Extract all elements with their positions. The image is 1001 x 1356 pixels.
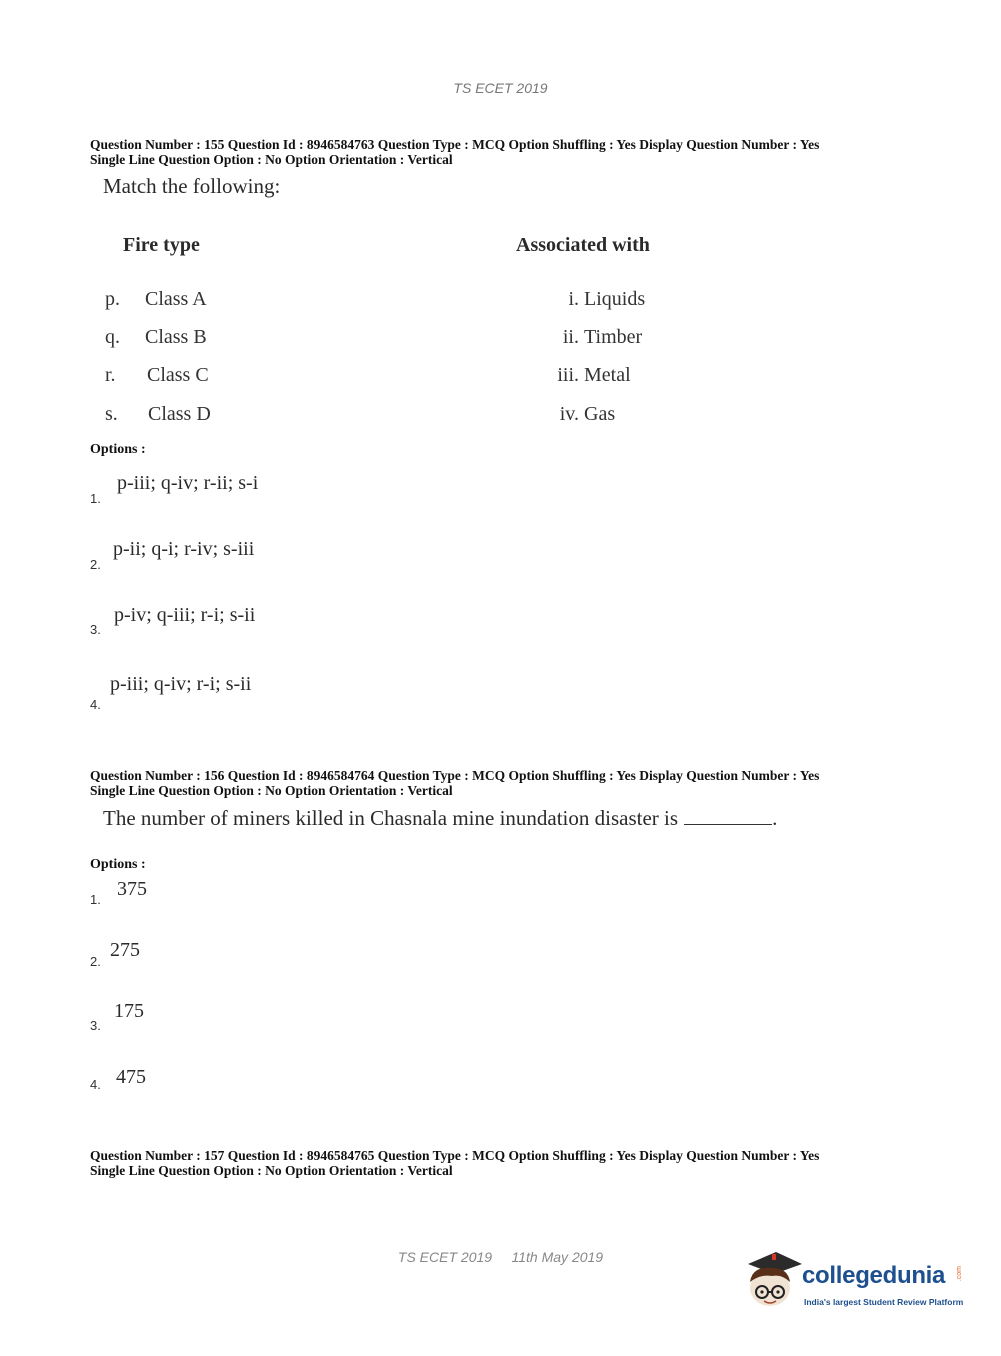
collegedunia-logo[interactable]: [742, 1248, 982, 1318]
match-item-text: Liquids: [584, 288, 646, 310]
option-number: 2.: [90, 954, 101, 969]
match-left-item: [105, 364, 209, 387]
question-157-meta: [90, 1148, 910, 1178]
question-stem-end: .: [772, 806, 778, 830]
logo-tagline: India's largest Student Review Platform: [804, 1297, 964, 1307]
column-header-associated-with: Associated with: [516, 234, 650, 256]
match-item-label: ii.: [562, 326, 579, 348]
options-label: Options :: [90, 442, 146, 457]
question-meta-line: Question Number : 155 Question Id : 8946584763 Question Type : MCQ Option Shuffling : Yes Display Question Number : Yes: [90, 137, 820, 152]
match-left-item: [105, 288, 207, 311]
match-right-item: [543, 288, 645, 311]
answer-blank: [684, 808, 772, 825]
match-left-item: [105, 403, 211, 426]
question-stem-text: The number of miners killed in Chasnala mine inundation disaster is: [103, 806, 679, 830]
option-number: 1.: [90, 892, 101, 907]
match-item-label: r.: [105, 364, 116, 386]
match-item-text: Class A: [145, 288, 207, 310]
match-item-label: p.: [105, 288, 120, 310]
match-item-label: s.: [105, 403, 118, 425]
option-number: 4.: [90, 1077, 101, 1092]
question-meta-line: Question Number : 157 Question Id : 8946584765 Question Type : MCQ Option Shuffling : Yes Display Question Number : Yes: [90, 1148, 820, 1163]
question-meta-line: Question Number : 156 Question Id : 8946584764 Question Type : MCQ Option Shuffling : Yes Display Question Number : Yes: [90, 768, 820, 783]
match-item-label: q.: [105, 326, 120, 348]
option-text[interactable]: 175: [114, 1000, 144, 1022]
option-text[interactable]: p-iv; q-iii; r-i; s-ii: [114, 604, 256, 626]
option-text[interactable]: p-iii; q-iv; r-ii; s-i: [117, 472, 259, 494]
question-156-stem: [103, 806, 777, 831]
option-number: 3.: [90, 622, 101, 637]
logo-wordmark: collegedunia: [802, 1262, 946, 1289]
option-number: 4.: [90, 697, 101, 712]
match-item-text: Metal: [584, 364, 631, 386]
match-item-text: Class B: [145, 326, 207, 348]
column-header-fire-type: Fire type: [123, 234, 200, 256]
option-text[interactable]: p-ii; q-i; r-iv; s-iii: [113, 538, 255, 560]
options-label: Options :: [90, 857, 146, 872]
match-item-label: iii.: [557, 364, 579, 386]
mascot-icon: [742, 1248, 804, 1318]
page-header-title: TS ECET 2019: [453, 80, 548, 96]
match-item-text: Gas: [584, 403, 616, 425]
question-meta-line: Single Line Question Option : No Option Orientation : Vertical: [90, 783, 453, 798]
logo-domain-suffix: .com: [956, 1266, 963, 1282]
question-155-meta: [90, 137, 910, 167]
option-text[interactable]: p-iii; q-iv; r-i; s-ii: [110, 673, 252, 695]
option-text[interactable]: 475: [116, 1066, 146, 1088]
match-item-text: Class D: [148, 403, 211, 425]
question-meta-line: Single Line Question Option : No Option Orientation : Vertical: [90, 1163, 453, 1178]
footer-text: TS ECET 2019 11th May 2019: [397, 1249, 604, 1265]
option-text[interactable]: 375: [117, 878, 147, 900]
match-item-text: Class C: [147, 364, 209, 386]
question-155-stem: Match the following:: [103, 174, 281, 198]
question-meta-line: Single Line Question Option : No Option Orientation : Vertical: [90, 152, 453, 167]
option-number: 1.: [90, 491, 101, 506]
match-item-label: iv.: [559, 403, 579, 425]
match-right-item: [543, 326, 642, 349]
question-156-meta: [90, 768, 910, 798]
match-item-text: Timber: [584, 326, 643, 348]
option-text[interactable]: 275: [110, 939, 140, 961]
match-right-item: [543, 364, 631, 387]
option-number: 2.: [90, 557, 101, 572]
option-number: 3.: [90, 1018, 101, 1033]
match-right-item: [543, 403, 615, 426]
match-left-item: [105, 326, 207, 349]
match-item-label: i.: [568, 288, 579, 310]
